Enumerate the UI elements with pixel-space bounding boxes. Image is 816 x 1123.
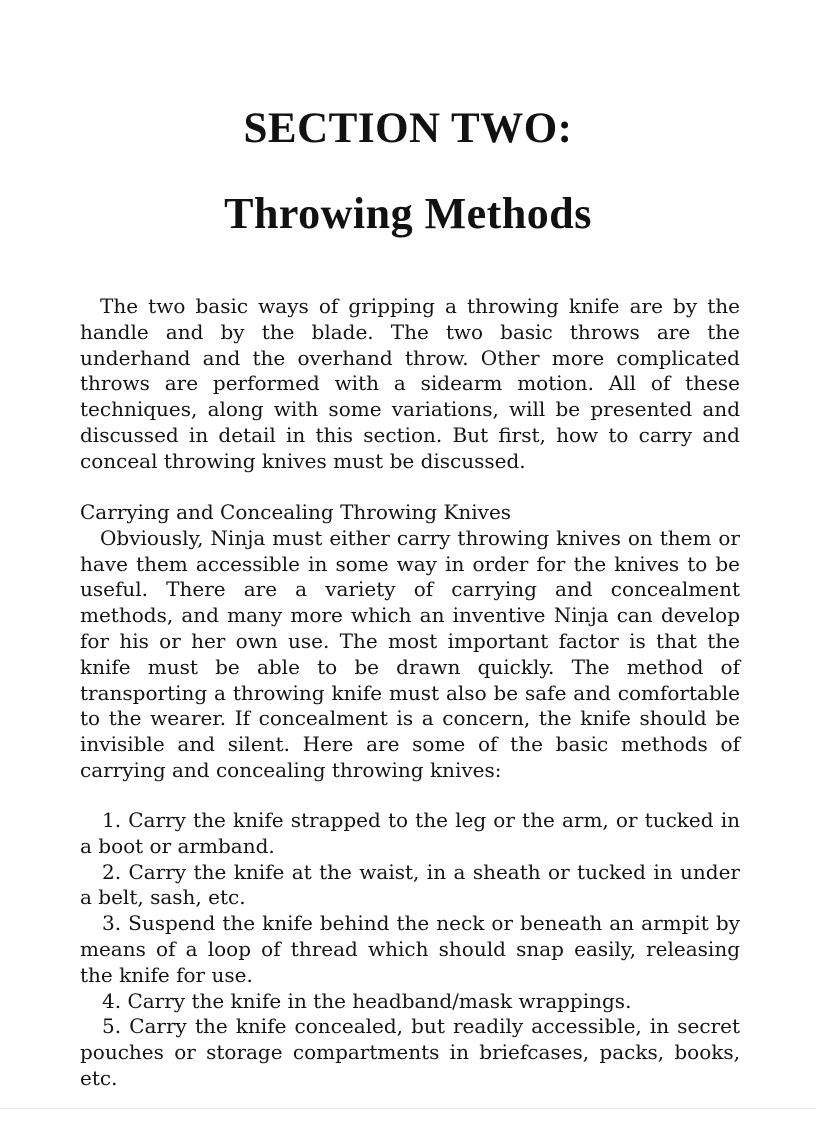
list-item: 3. Suspend the knife behind the neck or beneath an armpit by means of a loop of thread which should snap easily, releasing the knife for use. <box>80 911 740 987</box>
intro-block <box>80 294 740 475</box>
section-title: Throwing Methods <box>224 189 592 238</box>
list-item: 4. Carry the knife in the headband/mask wrappings. <box>102 988 632 1013</box>
carrying-paragraph: Obviously, Ninja must either carry throwing knives on them or have them accessible in some way in order for the knives to be useful. There are a variety of carrying and concealment methods, and many more which an inventive Ninja can develop for his or her own use. The most important factor is that the knife must be able to be drawn quickly. The method of transporting a throwing knife must also be safe and comfortable to the wearer. If concealment is a concern, the knife should be invisible and silent. Here are some of the basic methods of carrying and concealing throwing knives: <box>80 525 740 782</box>
list-item: 5. Carry the knife concealed, but readily accessible, in secret pouches or storage compartments in briefcases, packs, books, etc. <box>80 1014 740 1090</box>
intro-paragraph: The two basic ways of gripping a throwing knife are by the handle and by the blade. The two basic throws are the underhand and the overhand throw. Other more complicated throws are performed with a sidearm motion. All of these techniques, along with some variations, will be presented and discussed in detail in this section. But first, how to carry and conceal throwing knives must be discussed. <box>80 294 740 473</box>
carrying-subheading: Carrying and Concealing Throwing Knives <box>80 500 512 524</box>
list-item: 2. Carry the knife at the waist, in a sheath or tucked in under a belt, sash, etc. <box>80 859 740 910</box>
section-label: SECTION TWO: <box>243 105 573 152</box>
carrying-section <box>80 500 740 784</box>
page-bottom-edge <box>0 1108 816 1109</box>
list-item: 1. Carry the knife strapped to the leg or the arm, or tucked in a boot or armband. <box>80 808 740 858</box>
methods-list <box>80 808 740 1092</box>
